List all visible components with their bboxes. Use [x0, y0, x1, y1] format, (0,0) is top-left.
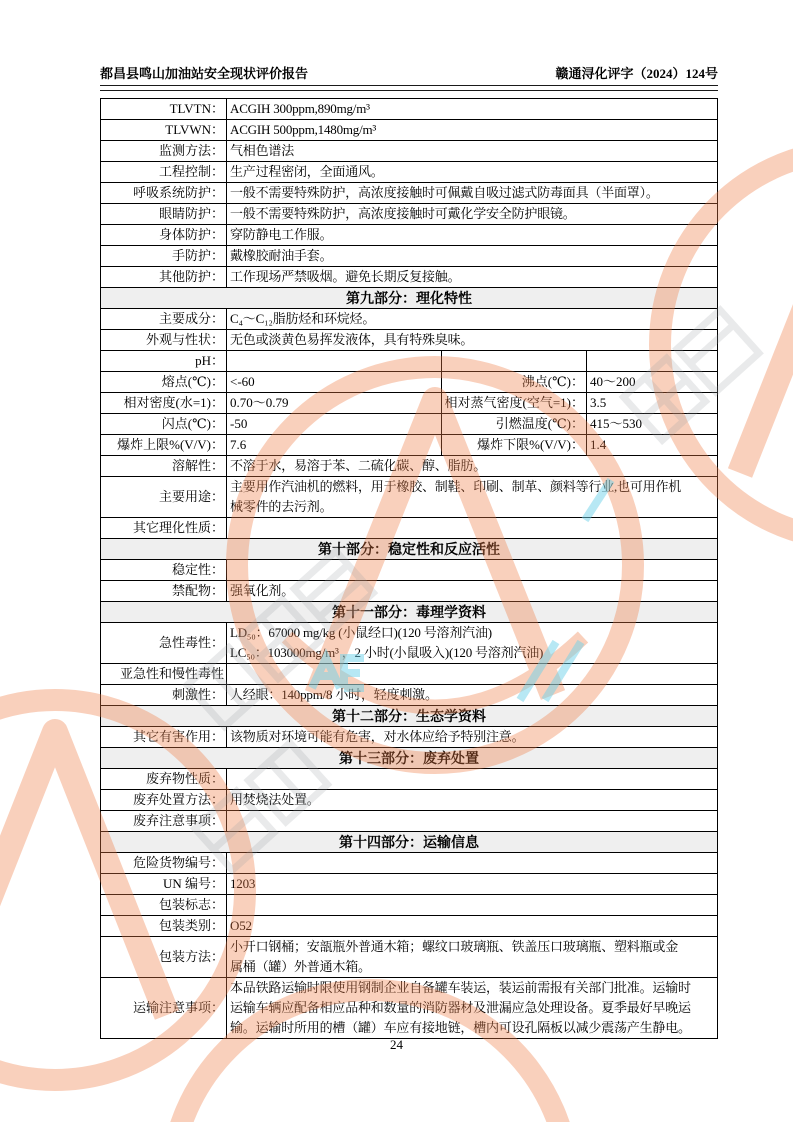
- row-value-line: 主要用作汽油机的燃料，用于橡胶、制鞋、印刷、制革、颜料等行业,也可用作机: [230, 479, 682, 494]
- row-label-2: 爆炸下限%(V/V)：: [442, 435, 587, 455]
- section-header-row: [101, 831, 717, 852]
- row-value-line: 械零件的去污剂。: [230, 499, 333, 514]
- row-value: [227, 811, 717, 831]
- section-title: 第十部分：稳定性和反应活性: [318, 541, 500, 557]
- row-label: 废弃注意事项：: [101, 811, 227, 831]
- section-header-row: [101, 538, 717, 559]
- row-label: 眼睛防护：: [101, 204, 227, 224]
- row-value: <-60: [227, 372, 442, 392]
- row-label: 包装方法：: [101, 937, 227, 977]
- table-row: [101, 350, 717, 371]
- row-value: [227, 477, 717, 517]
- section-header-row: [101, 705, 717, 726]
- table-row: [101, 182, 717, 203]
- row-value: [227, 664, 717, 684]
- row-value: 7.6: [227, 435, 442, 455]
- table-row: [101, 915, 717, 936]
- row-value: 无色或淡黄色易挥发液体，具有特殊臭味。: [230, 332, 474, 347]
- row-value-line: 输。运输时所用的槽（罐）车应有接地链，槽内可设孔隔板以减少震荡产生静电。: [230, 1020, 691, 1035]
- row-label: 熔点(℃)：: [101, 372, 227, 392]
- page-header: [100, 62, 718, 82]
- msds-table: [100, 98, 718, 1039]
- table-row: [101, 894, 717, 915]
- row-value: [227, 978, 717, 1038]
- row-value: 0.70～0.79: [227, 393, 442, 413]
- row-value: 一般不需要特殊防护，高浓度接触时可佩戴自吸过滤式防毒面具（半面罩）。: [230, 185, 659, 200]
- table-row: [101, 768, 717, 789]
- row-value-line: LD₅₀：67000 mg/kg (小鼠经口)(120 号溶剂汽油): [230, 625, 492, 640]
- table-row: [101, 119, 717, 140]
- row-value: [227, 895, 717, 915]
- row-label-2: 沸点(℃)：: [442, 372, 587, 392]
- row-value: 穿防静电工作服。: [230, 227, 333, 242]
- row-label: pH：: [101, 351, 227, 371]
- row-value: 不溶于水，易溶于苯、二硫化碳、醇、脂肪。: [230, 458, 487, 473]
- row-value: 生产过程密闭，全面通风。: [230, 164, 384, 179]
- row-value: 用焚烧法处置。: [230, 792, 320, 807]
- row-value: 一般不需要特殊防护，高浓度接触时可戴化学安全防护眼镜。: [230, 206, 576, 221]
- row-label: 稳定性：: [101, 560, 227, 580]
- row-value: O52: [230, 918, 252, 933]
- row-label: 呼吸系统防护：: [101, 183, 227, 203]
- row-label: 监测方法：: [101, 141, 227, 161]
- row-value: 1203: [230, 876, 256, 891]
- row-value-line: 本品铁路运输时限使用钢制企业自备罐车装运，装运前需报有关部门批准。运输时: [230, 980, 691, 995]
- table-row: [101, 329, 717, 350]
- row-value-2: 3.5: [590, 395, 607, 410]
- table-row: [101, 371, 717, 392]
- row-label: 危险货物编号：: [101, 853, 227, 873]
- table-row: [101, 99, 717, 119]
- section-title: 第十三部分：废弃处置: [339, 750, 479, 766]
- row-value: 戴橡胶耐油手套。: [230, 248, 333, 263]
- row-label-2: 相对蒸气密度(空气=1)：: [442, 393, 587, 413]
- row-label: UN 编号：: [101, 874, 227, 894]
- section-header-row: [101, 601, 717, 622]
- table-row: [101, 203, 717, 224]
- table-row: [101, 224, 717, 245]
- table-row: [101, 476, 717, 517]
- table-row: [101, 161, 717, 182]
- row-label: 刺激性：: [101, 685, 227, 705]
- row-label: 运输注意事项：: [101, 978, 227, 1038]
- table-row: [101, 789, 717, 810]
- row-label: TLVTN：: [101, 99, 227, 119]
- table-row: [101, 413, 717, 434]
- row-label: 相对密度(水=1)：: [101, 393, 227, 413]
- table-row: [101, 580, 717, 601]
- row-label: 废弃物性质：: [101, 769, 227, 789]
- row-value-2: 1.4: [590, 437, 607, 452]
- header-left-title: 都昌县鸣山加油站安全现状评价报告: [100, 66, 309, 81]
- row-label: 禁配物：: [101, 581, 227, 601]
- row-label: 其它有害作用：: [101, 727, 227, 747]
- header-rule-top: [100, 85, 718, 86]
- row-label: 溶解性：: [101, 456, 227, 476]
- table-row: [101, 266, 717, 287]
- table-row: [101, 977, 717, 1038]
- row-value: 强氧化剂。: [230, 583, 295, 598]
- table-row: [101, 434, 717, 455]
- table-row: [101, 622, 717, 663]
- row-label: 废弃处置方法：: [101, 790, 227, 810]
- page-number: 24: [390, 1037, 403, 1052]
- row-value-2: [587, 351, 717, 371]
- section-header-row: [101, 747, 717, 768]
- row-value: 人经眼：140ppm/8 小时，轻度刺激。: [230, 687, 438, 702]
- row-label: 主要用途：: [101, 477, 227, 517]
- table-row: [101, 140, 717, 161]
- row-value: [227, 560, 717, 580]
- section-header-row: [101, 287, 717, 308]
- row-value-2: 415～530: [590, 416, 643, 431]
- row-value: [227, 351, 442, 371]
- row-value: C₄～C₁₂脂肪烃和环烷烃。: [230, 311, 376, 326]
- row-label-2: 引燃温度(℃)：: [442, 414, 587, 434]
- section-title: 第九部分：理化特性: [346, 290, 472, 306]
- table-row: [101, 392, 717, 413]
- row-label: 包装标志：: [101, 895, 227, 915]
- table-row: [101, 873, 717, 894]
- row-label: 工程控制：: [101, 162, 227, 182]
- row-label: 急性毒性：: [101, 623, 227, 663]
- row-label: 包装类别：: [101, 916, 227, 936]
- row-value: -50: [227, 414, 442, 434]
- row-value: [227, 518, 717, 538]
- table-row: [101, 936, 717, 977]
- row-label: TLVWN：: [101, 120, 227, 140]
- row-value-2: 40～200: [590, 374, 636, 389]
- row-value-line: LC₅₀：103000mg/m³ ，2 小时(小鼠吸入)(120 号溶剂汽油): [230, 645, 544, 660]
- row-value: [227, 769, 717, 789]
- table-row: [101, 810, 717, 831]
- table-row: [101, 245, 717, 266]
- row-label-2: [442, 351, 587, 371]
- table-row: [101, 455, 717, 476]
- row-value: [227, 853, 717, 873]
- row-value: ACGIH 300ppm,890mg/m³: [230, 101, 370, 116]
- header-right-doc-number: 赣通浔化评字（2024）124号: [555, 66, 718, 81]
- row-label: 其它理化性质：: [101, 518, 227, 538]
- row-label: 手防护：: [101, 246, 227, 266]
- row-value: 气相色谱法: [230, 143, 295, 158]
- section-title: 第十一部分：毒理学资料: [332, 604, 486, 620]
- section-title: 第十四部分：运输信息: [339, 834, 479, 850]
- table-row: [101, 559, 717, 580]
- header-rule-bottom: [100, 90, 718, 91]
- table-row: [101, 726, 717, 747]
- row-label: 亚急性和慢性毒性: [101, 664, 227, 684]
- row-value: [227, 623, 717, 663]
- table-row: [101, 308, 717, 329]
- row-label: 爆炸上限%(V/V)：: [101, 435, 227, 455]
- row-value-line: 运输车辆应配备相应品种和数量的消防器材及泄漏应急处理设备。夏季最好早晚运: [230, 1000, 691, 1015]
- table-row: [101, 517, 717, 538]
- row-label: 外观与性状：: [101, 330, 227, 350]
- row-label: 其他防护：: [101, 267, 227, 287]
- section-title: 第十二部分：生态学资料: [332, 708, 486, 724]
- row-value: ACGIH 500ppm,1480mg/m³: [230, 122, 377, 137]
- row-label: 身体防护：: [101, 225, 227, 245]
- row-value: [227, 937, 717, 977]
- table-row: [101, 852, 717, 873]
- row-label: 闪点(℃)：: [101, 414, 227, 434]
- table-row: [101, 663, 717, 684]
- row-label: 主要成分：: [101, 309, 227, 329]
- row-value: 工作现场严禁吸烟。避免长期反复接触。: [230, 269, 461, 284]
- row-value-line: 属桶（罐）外普通木箱。: [230, 959, 371, 974]
- table-row: [101, 684, 717, 705]
- row-value: 该物质对环境可能有危害，对水体应给予特别注意。: [230, 729, 525, 744]
- row-value-line: 小开口钢桶；安瓿瓶外普通木箱；螺纹口玻璃瓶、铁盖压口玻璃瓶、塑料瓶或金: [230, 939, 679, 954]
